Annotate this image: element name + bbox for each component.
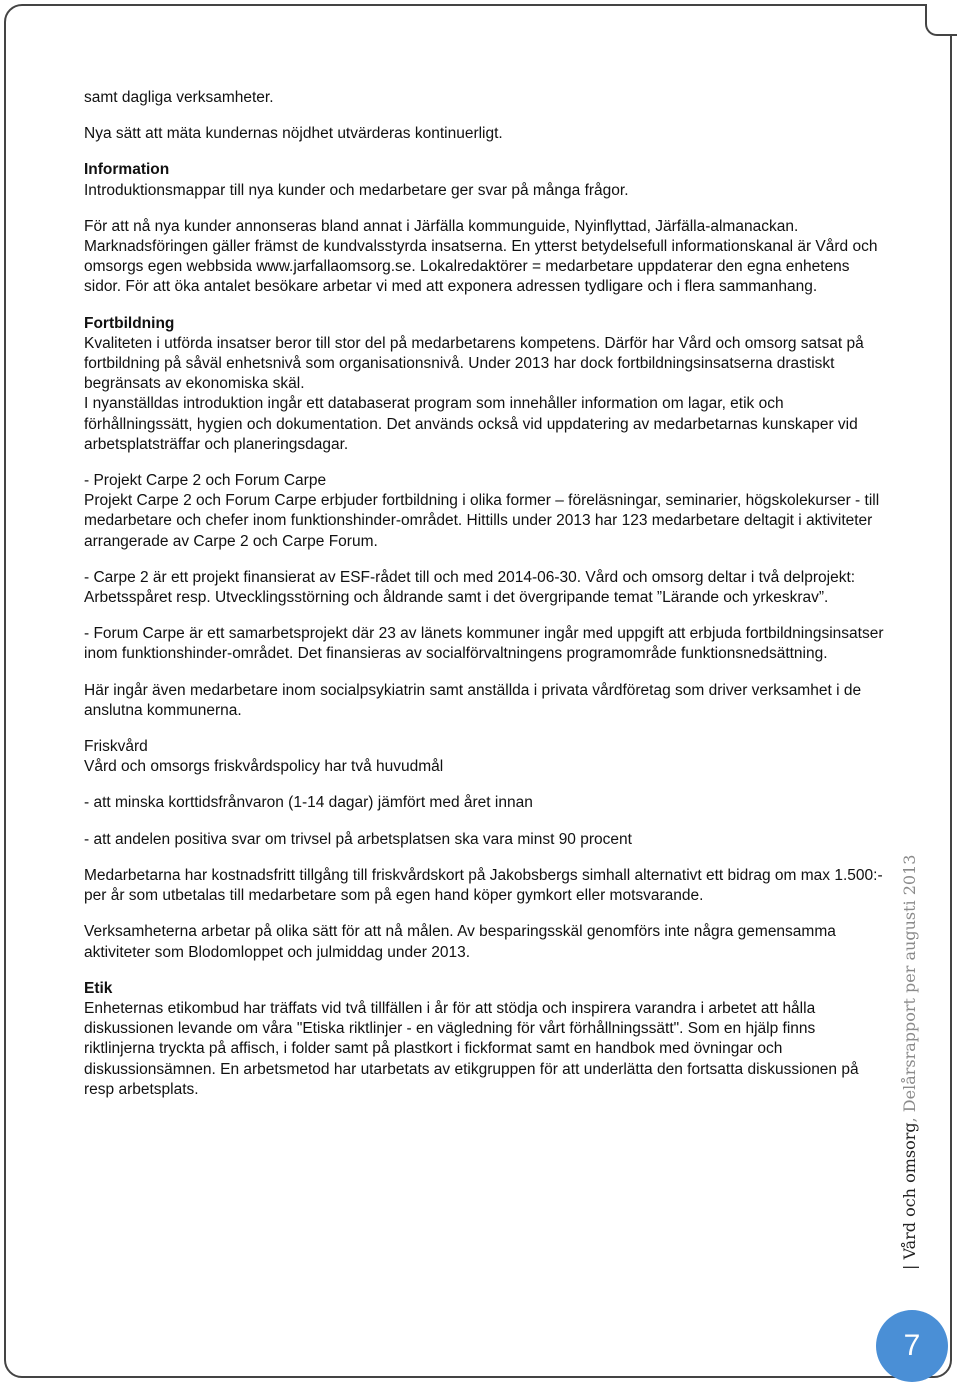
goal-item: - att andelen positiva svar om trivsel på arbetsplatsen ska vara minst 90 procent	[84, 830, 632, 848]
sidebar-footer-label	[890, 854, 930, 1270]
page-number: 7	[903, 1329, 921, 1362]
document-body	[84, 88, 884, 1100]
paragraph: Kvaliteten i utförda insatser beror till stor del på medarbetarens kompetens. Därför har Vård och omsorg satsat på fortbildning på såväl enhetsnivå som organisationsnivå. Under 2013 har dock fortbildningsinsatserna drastiskt begränsats av ekonomiska skäl.	[84, 334, 864, 393]
paragraph: Enheternas etikombud har träffats vid två tillfällen i år för att stödja och inspirera varandra i arbetet att hålla diskussionen levande om våra "Etiska riktlinjer - en vägledning för vårt förhållningssätt". Som en hjälp finns riktlinjerna tryckta på affisch, i folder samt på plastkort i fickformat samt en handbok med övningar och diskussionsämnen. En arbetsmetod har utarbetats av etikgruppen för att underlätta den fortsatta diskussionen på resp arbetsplats.	[84, 999, 859, 1098]
paragraph: Vård och omsorgs friskvårdspolicy har två huvudmål	[84, 758, 444, 776]
paragraph: Introduktionsmappar till nya kunder och medarbetare ger svar på många frågor.	[84, 181, 629, 199]
paragraph: Medarbetarna har kostnadsfritt tillgång till friskvårdskort på Jakobsbergs simhall alternativt ett bidrag om max 1.500:- per år som utbetalas till medarbetare som på egen hand köper gymkort eller motsvarande.	[84, 866, 883, 905]
paragraph: För att nå nya kunder annonseras bland annat i Järfälla kommunguide, Nyinflyttad, Järfälla-almanackan. Marknadsföringen gäller främst de kundvalsstyrda insatserna. En ytterst betydelsefull informationskanal är Vård och omsorgs egen webbsida www.jarfallaomsorg.se. Lokalredaktörer = medarbetare uppdaterar den egna enhetens sidor. För att öka antalet besökare arbetar vi med att exponera adressen tydligare och i flera sammanhang.	[84, 217, 878, 296]
paragraph: I nyanställdas introduktion ingår ett databaserat program som innehåller information om lagar, etik och förhållningssätt, hygien och dokumentation. Det används också vid uppdatering av medarbetarnas kunskaper vid arbetsplatsträffar och planeringsdagar.	[84, 395, 858, 453]
section-heading-friskvard: Friskvård	[84, 738, 148, 756]
section-heading-fortbildning: Fortbildning	[84, 314, 175, 332]
section-heading-information: Information	[84, 161, 170, 179]
page-number-badge	[876, 1310, 948, 1382]
paragraph: Projekt Carpe 2 och Forum Carpe erbjuder fortbildning i olika former – föreläsningar, seminarier, högskolekurser - till medarbetare och chefer inom funktionshinder-området. Hittills under 2013 har 123 medarbetare deltagit i aktiviteter arrangerade av Carpe 2 och Carpe Forum.	[84, 492, 880, 550]
page-corner-fold	[925, 4, 957, 36]
report-name: , Delårsrapport per augusti 2013	[900, 854, 919, 1123]
section-heading-etik: Etik	[84, 979, 113, 997]
paragraph: Här ingår även medarbetare inom socialpsykiatrin samt anställda i privata vårdföretag som driver verksamhet i de anslutna kommunerna.	[84, 681, 862, 719]
paragraph: Nya sätt att mäta kundernas nöjdhet utvärderas kontinuerligt.	[84, 125, 503, 143]
report-title-vertical: | Vård och omsorg, Delårsrapport per augusti 2013	[900, 854, 919, 1270]
paragraph: - Forum Carpe är ett samarbetsprojekt där 23 av länets kommuner ingår med uppgift att erbjuda fortbildningsinsatser inom funktionshinder-området. Det finansieras av socialförvaltningens programområde funktionsnedsättning.	[84, 625, 884, 663]
subsection-heading-carpe: - Projekt Carpe 2 och Forum Carpe	[84, 472, 327, 490]
org-name: Vård och omsorg	[900, 1122, 919, 1260]
goal-item: - att minska korttidsfrånvaron (1-14 dagar) jämfört med året innan	[84, 794, 533, 812]
paragraph: samt dagliga verksamheter.	[84, 89, 274, 106]
paragraph: Verksamheterna arbetar på olika sätt för att nå målen. Av besparingsskäl genomförs inte några gemensamma aktiviteter som Blodomloppet och julmiddag under 2013.	[84, 923, 836, 961]
paragraph: - Carpe 2 är ett projekt finansierat av ESF-rådet till och med 2014-06-30. Vård och omsorg deltar i två delprojekt: Arbetsspåret resp. Utvecklingsstörning och åldrande samt i det övergripande temat ”Lärande och yrkeskrav”.	[84, 568, 856, 607]
